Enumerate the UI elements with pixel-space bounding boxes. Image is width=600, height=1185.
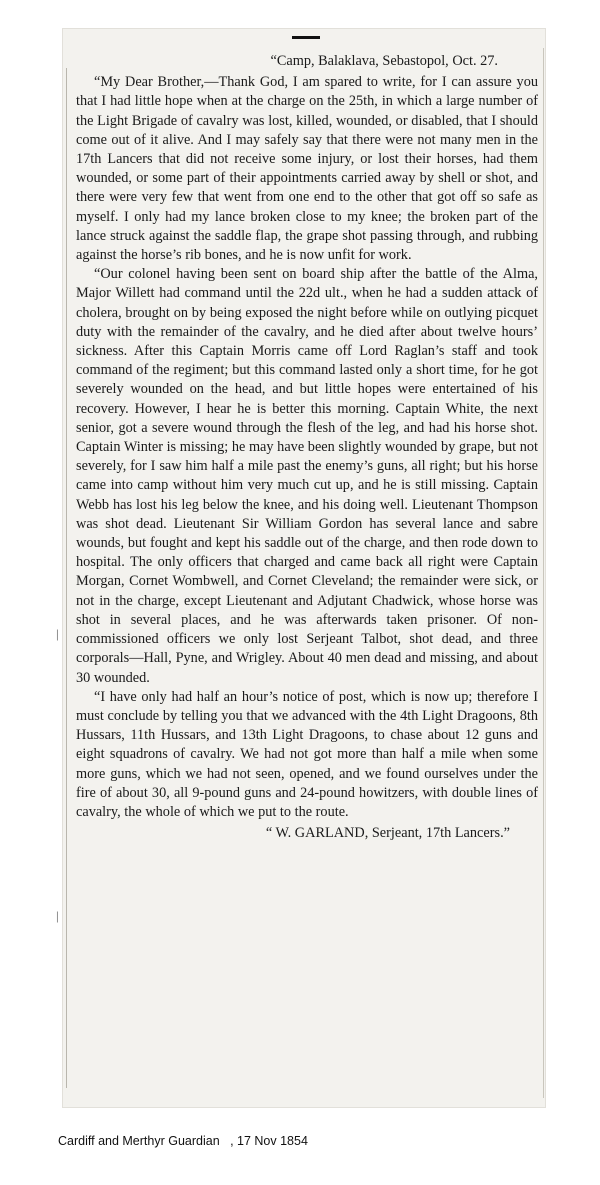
article-body — [76, 52, 538, 843]
margin-mark: | — [56, 908, 59, 923]
article-paragraph: “Our colonel having been sent on board ship after the battle of the Alma, Major Willett had command until the 22d ult., when he had a sudden attack of cholera, brought on by being exposed the night before while on outlying picquet duty with the remainder of the cavalry, and he died after about twelve hours’ sickness. After this Captain Morris came off Lord Raglan’s staff and took command of the regiment; but this command lasted only a short time, for he got severely wounded on the head, and but little hopes were entertained of his recovery. However, I hear he is better this morning. Captain White, the next senior, got a severe wound through the flesh of the leg, and had his horse shot. Captain Winter is missing; he may have been slightly wounded by grape, but not severely, for I saw him half a mile past the enemy’s guns, all right; but his horse came into camp without him very much cut up, and he is still missing. Captain Webb has lost his leg below the knee, and his doing well. Lieutenant Thompson was shot dead. Lieutenant Sir William Gordon has several lance and sabre wounds, but fought and kept his saddle out of the charge, and then rode down to hospital. The only officers that charged and came back all right were Captain Morgan, Cornet Wombwell, and Cornet Cleveland; the remainder were sick, or not in the charge, except Lieutenant and Adjutant Chadwick, whose horse was shot in several places, and he was afterwards taken prisoner. Of non-commissioned officers we only lost Serjeant Talbot, shot dead, and three corporals—Hall, Pyne, and Wrigley. About 40 men dead and missing, and about 30 wounded. — [76, 266, 538, 686]
article-paragraph: “My Dear Brother,—Thank God, I am spared to write, for I can assure you that I had little hope when at the charge on the 25th, in which a large number of the Light Brigade of cavalry was lost, killed, wounded, or disabled, that I should come out of it alive. And I may safely say that there were not many men in the 17th Lancers that did not receive some injury, or lost their horses, had them wounded, or some part of their appointments carried away by shell or shot, and there were very few that went from one end to the other that got off so safe as myself. I only had my lance broken close to my knee; the broken part of the lance struck against the saddle flap, the grape shot passing through, and rubbing against the horse’s rib bones, and he is now unfit for work. — [76, 74, 538, 264]
article-paragraph: “I have only had half an hour’s notice of post, which is now up; therefore I must conclude by telling you that we advanced with the 4th Light Dragoons, 8th Hussars, 11th Hussars, and 13th Light Dragoons, to chase about 12 guns and eight squadrons of cavalry. We had not got more than half a mile when some more guns, which we had not seen, opened, and we found ourselves under the fire of about 30, all 9-pound guns and 24-pound howitzers, with double lines of cavalry, the whole of which we put to the route. — [76, 688, 538, 820]
newspaper-clipping — [56, 28, 546, 1108]
source-caption: Cardiff and Merthyr Guardian , 17 Nov 1854 — [58, 1134, 308, 1148]
column-rule-right — [543, 48, 544, 1098]
article-signature: “ W. GARLAND, Serjeant, 17th Lancers.” — [265, 825, 510, 842]
article-dateline: “Camp, Balaklava, Sebastopol, Oct. 27. — [270, 53, 498, 69]
column-rule-left — [66, 68, 67, 1088]
margin-mark: | — [56, 626, 59, 641]
top-rule — [292, 36, 320, 39]
